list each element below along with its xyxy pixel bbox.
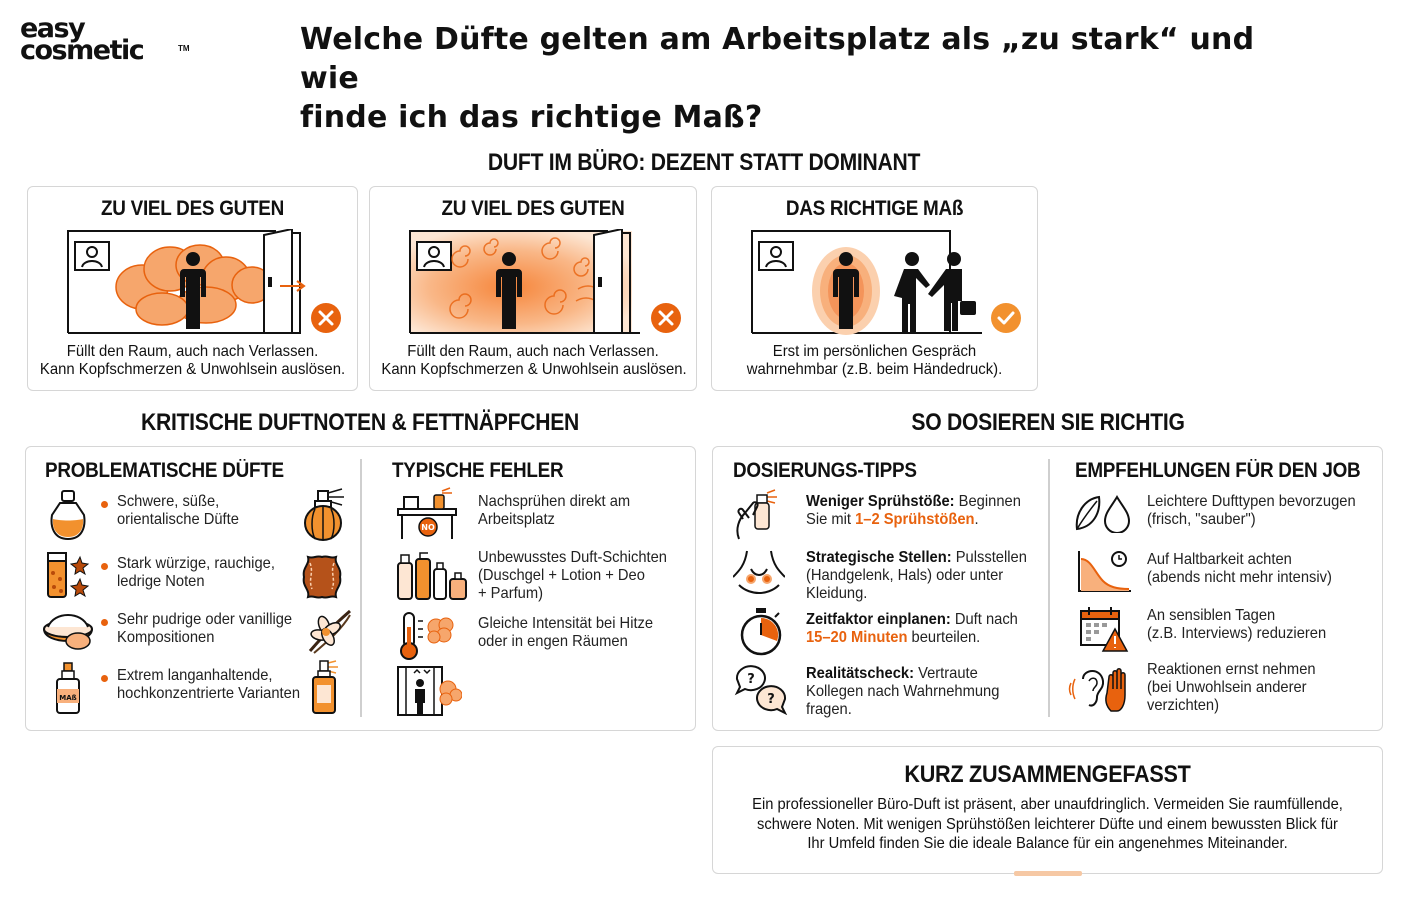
- hand-spray-icon: [733, 489, 781, 541]
- list-item-line1: Schwere, süße,: [117, 493, 220, 510]
- summary-line2: schwere Noten. Mit wenigen Sprühstößen leichterer Düfte und einem bewussten Blick für: [757, 815, 1338, 833]
- section-heading-dosage: SO DOSIEREN SIE RICHTIG: [911, 409, 1185, 436]
- tip-text: Sie mit: [806, 511, 856, 528]
- list-item-line1: Extrem langanhaltende,: [117, 667, 273, 684]
- tip-label: Realitätscheck:: [806, 665, 914, 682]
- list-item-line3: + Parfum): [478, 585, 544, 602]
- desk-respray-icon: [396, 487, 458, 541]
- tip-label: Strategische Stellen:: [806, 549, 952, 566]
- longevity-curve-icon: [1075, 549, 1133, 595]
- tip-text: Pulsstellen: [951, 549, 1027, 566]
- bullet-icon: [101, 619, 108, 626]
- summary-accent-bar: [1014, 871, 1082, 876]
- vanilla-flower-icon: [306, 607, 352, 655]
- concentrate-bottle-icon: [54, 661, 82, 717]
- column-title-dosage-tips: DOSIERUNGS-TIPPS: [733, 459, 917, 482]
- list-item-text: [806, 493, 1021, 529]
- list-item-line2: (abends nicht mehr intensiv): [1147, 569, 1332, 586]
- pulse-points-icon: [733, 549, 785, 599]
- panel-critical-notes: [25, 446, 696, 731]
- list-item-text: [117, 555, 275, 591]
- list-item-line2: orientalische Düfte: [117, 511, 239, 528]
- list-item: [713, 487, 1048, 545]
- powder-compact-icon: [40, 609, 96, 653]
- list-item-text: [478, 615, 653, 651]
- tip-highlight: 1–2 Sprühstößen: [855, 511, 975, 528]
- list-item-line2: oder in engen Räumen: [478, 633, 628, 650]
- tip-text: Kollegen nach Wahrnehmung: [806, 683, 1000, 700]
- leather-hide-icon: [300, 553, 344, 599]
- list-item: [1049, 487, 1384, 545]
- tip-text: fragen.: [806, 701, 852, 718]
- list-item-text: [1147, 661, 1316, 715]
- column-divider: [360, 459, 362, 717]
- list-item: [713, 607, 1048, 661]
- column-title-problematic-scents: PROBLEMATISCHE DÜFTE: [45, 459, 284, 482]
- question-bubbles-icon: [733, 665, 793, 715]
- scene-card-caption-line2: Kann Kopfschmerzen & Unwohlsein auslösen.: [39, 361, 346, 378]
- list-item: [366, 545, 696, 605]
- list-item: [1049, 545, 1384, 603]
- list-item: [26, 605, 360, 661]
- tip-text: Vertraute: [913, 665, 978, 682]
- section-heading-office-scent: DUFT IM BÜRO: DEZENT STATT DOMINANT: [487, 149, 921, 176]
- list-item-text: [1147, 493, 1356, 529]
- list-item: [1049, 603, 1384, 659]
- tip-highlight: 15–20 Minuten: [806, 629, 908, 646]
- brand-trademark: TM: [178, 44, 190, 53]
- list-item-line1: Gleiche Intensität bei Hitze: [478, 615, 654, 632]
- scene-card-caption-line1: Füllt den Raum, auch nach Verlassen.: [407, 343, 659, 360]
- page-title-line2: finde ich das richtige Maß?: [300, 100, 763, 135]
- list-item-text: [806, 549, 1027, 603]
- tip-text: Kleidung.: [806, 585, 868, 602]
- scene-cloud-room-illustration: [66, 229, 306, 335]
- tip-text: .: [974, 511, 979, 528]
- list-item: [713, 545, 1048, 607]
- list-item: [366, 663, 696, 719]
- section-heading-critical-notes: KRITISCHE DUFTNOTEN & FETTNÄPFCHEN: [140, 409, 580, 436]
- list-item: [1049, 659, 1384, 721]
- scene-card-too-much-1: [27, 186, 358, 391]
- list-item-line1: Unbewusstes Duft-Schichten: [478, 549, 668, 566]
- list-item-line3: verzichten): [1147, 697, 1219, 714]
- scene-card-caption-line2: Kann Kopfschmerzen & Unwohlsein auslösen.: [381, 361, 687, 378]
- scene-swirl-room-illustration: [408, 229, 648, 335]
- scene-card-caption: [381, 343, 687, 379]
- bullet-icon: [101, 563, 108, 570]
- list-item: [366, 609, 696, 663]
- list-item-line1: Nachsprühen direkt am: [478, 493, 631, 510]
- list-item-line1: An sensiblen Tagen: [1147, 607, 1276, 624]
- perfume-flacon-icon: [48, 489, 88, 543]
- svg-text:?: ?: [747, 672, 755, 687]
- list-item-line1: Auf Haltbarkeit achten: [1147, 551, 1292, 568]
- brand-logo[interactable]: [20, 13, 190, 70]
- scene-card-right-amount: [711, 186, 1038, 391]
- list-item-line2: ledrige Noten: [117, 573, 205, 590]
- bullet-icon: [101, 501, 108, 508]
- brand-logo-line2: cosmetic: [20, 35, 144, 66]
- list-item-line2: (bei Unwohlsein anderer: [1147, 679, 1307, 696]
- layered-products-icon: [394, 551, 470, 601]
- summary-box: [712, 746, 1383, 874]
- page-title: [300, 20, 1260, 137]
- list-item-line1: Reaktionen ernst nehmen: [1147, 661, 1316, 678]
- tip-label: Weniger Sprühstöße:: [806, 493, 955, 510]
- list-item-line2: Kompositionen: [117, 629, 215, 646]
- list-item: [26, 661, 360, 721]
- arrow-right-icon: [278, 279, 308, 293]
- column-title-typical-mistakes: TYPISCHE FEHLER: [392, 459, 564, 482]
- calendar-warning-icon: [1079, 605, 1129, 653]
- list-item: [713, 661, 1048, 723]
- scene-card-too-much-2: [369, 186, 697, 391]
- ear-hand-icon: [1067, 665, 1137, 713]
- list-item: [26, 487, 360, 547]
- summary-text: [740, 795, 1355, 854]
- x-circle-icon: [310, 302, 342, 334]
- list-item-line2: Arbeitsplatz: [478, 511, 555, 528]
- scene-card-caption-line1: Füllt den Raum, auch nach Verlassen.: [66, 343, 319, 360]
- bullet-icon: [101, 675, 108, 682]
- list-item-text: [806, 665, 999, 719]
- spray-bottle-icon: [308, 659, 342, 717]
- list-item-line2: (Duschgel + Lotion + Deo: [478, 567, 645, 584]
- list-item-text: [478, 493, 630, 529]
- no-badge: NO: [421, 523, 435, 532]
- bottle-label: MAß: [59, 694, 77, 702]
- tip-text: (Handgelenk, Hals) oder unter: [806, 567, 1004, 584]
- list-item-line2: hochkonzentrierte Varianten: [117, 685, 301, 702]
- scene-card-title: ZU VIEL DES GUTEN: [441, 197, 625, 220]
- scene-handshake-illustration: [750, 229, 990, 335]
- list-item-text: [478, 549, 667, 603]
- tip-text: beurteilen.: [907, 629, 981, 646]
- leaf-drop-icon: [1073, 493, 1131, 533]
- list-item-text: [1147, 551, 1332, 587]
- scene-card-caption: [723, 343, 1025, 379]
- scene-card-title: DAS RICHTIGE MAß: [785, 197, 964, 220]
- scene-card-caption: [40, 343, 346, 379]
- summary-line1: Ein professioneller Büro-Duft ist präsent, aber unaufdringlich. Vermeiden Sie raumfüllende,: [752, 796, 1343, 813]
- oriental-perfume-bottle-icon: [298, 487, 348, 543]
- scene-card-title: ZU VIEL DES GUTEN: [100, 197, 285, 220]
- list-item-line2: (frisch, "sauber"): [1147, 511, 1256, 528]
- tip-label: Zeitfaktor einplanen:: [806, 611, 951, 628]
- tip-text: Duft nach: [950, 611, 1018, 628]
- stopwatch-icon: [737, 607, 785, 659]
- list-item-text: [117, 493, 239, 529]
- heat-thermometer-icon: [396, 611, 456, 661]
- scene-card-caption-line1: Erst im persönlichen Gespräch: [772, 343, 977, 360]
- elevator-icon: [396, 665, 462, 717]
- x-circle-icon: [650, 302, 682, 334]
- summary-line3: Ihr Umfeld finden Sie die ideale Balance für ein angenehmes Miteinander.: [807, 835, 1288, 852]
- list-item-line1: Sehr pudrige oder vanillige: [117, 611, 293, 628]
- list-item: [366, 487, 696, 545]
- scene-card-caption-line2: wahrnehmbar (z.B. beim Händedruck).: [746, 361, 1003, 378]
- list-item-line2: (z.B. Interviews) reduzieren: [1147, 625, 1327, 642]
- list-item-text: [1147, 607, 1326, 643]
- summary-title: KURZ ZUSAMMENGEFASST: [904, 761, 1191, 788]
- svg-text:?: ?: [767, 692, 775, 707]
- check-circle-icon: [990, 302, 1022, 334]
- spice-jar-icon: [44, 551, 92, 601]
- list-item-text: [806, 611, 1018, 647]
- list-item-line1: Stark würzige, rauchige,: [117, 555, 275, 572]
- list-item-text: [117, 667, 300, 703]
- tip-text: Beginnen: [954, 493, 1021, 510]
- brand-logo-line1: easy: [20, 13, 85, 44]
- list-item: [26, 549, 360, 605]
- list-item-text: [117, 611, 292, 647]
- panel-dosage: [712, 446, 1383, 731]
- column-title-job-recommendations: EMPFEHLUNGEN FÜR DEN JOB: [1075, 459, 1361, 482]
- page-title-line1: Welche Düfte gelten am Arbeitsplatz als „zu stark“ und wie: [300, 22, 1255, 96]
- list-item-line1: Leichtere Dufttypen bevorzugen: [1147, 493, 1356, 510]
